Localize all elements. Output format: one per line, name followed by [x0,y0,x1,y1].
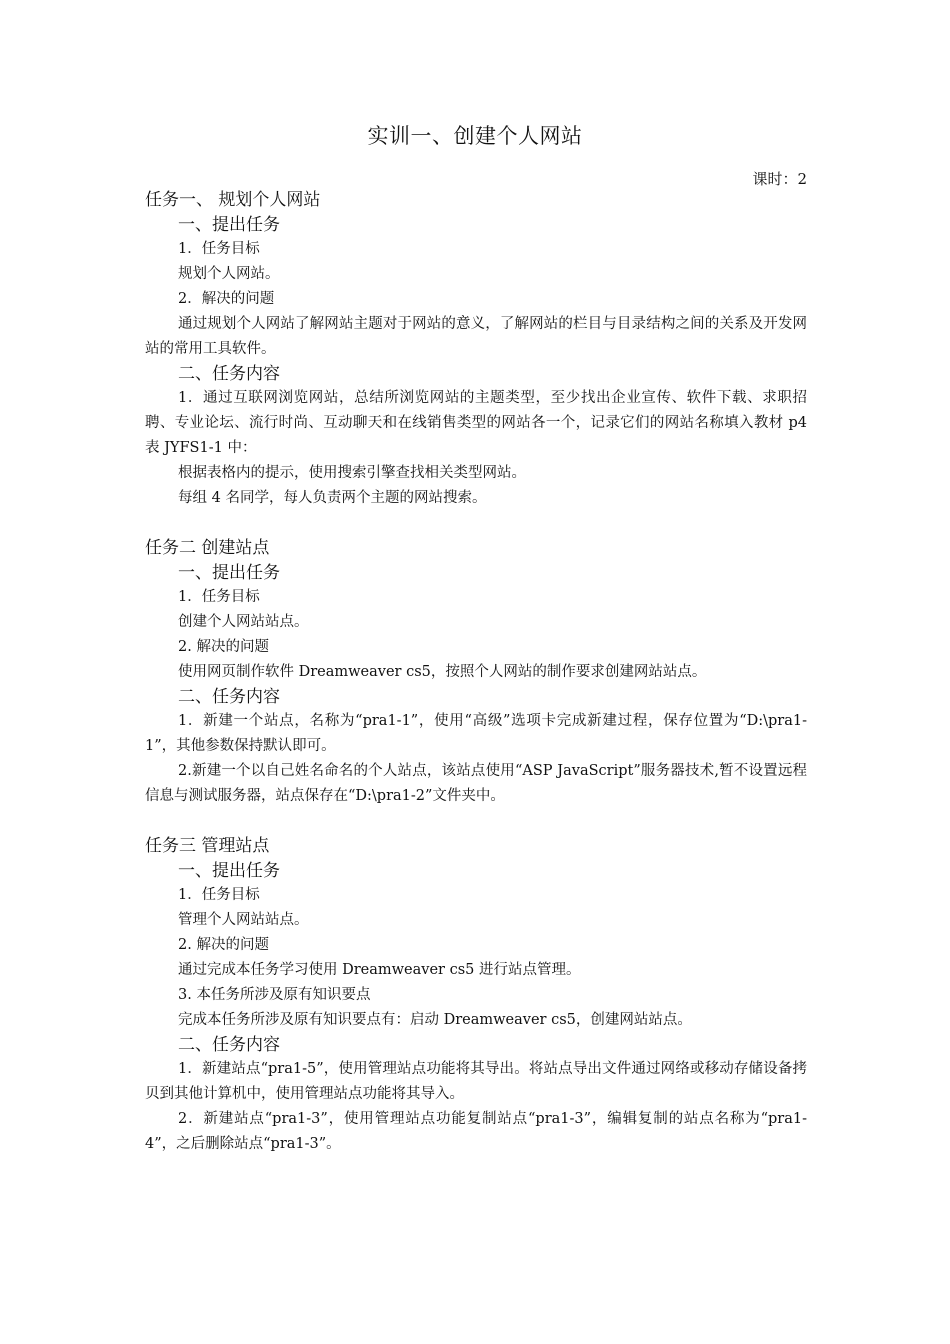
task-2-section [145,535,807,809]
task-2-content-item-2: 2.新建一个以自己姓名命名的个人站点，该站点使用“ASP JavaScript”服务器技术,暂不设置远程信息与测试服务器，站点保存在“D:\pra1-2”文件夹中。 [145,763,807,804]
task-3-knowledge-label: 3. 本任务所涉及原有知识要点 [178,987,371,1003]
task-1-goal-label: 1．任务目标 [178,241,260,257]
task-3-problem-text: 通过完成本任务学习使用 Dreamweaver cs5 进行站点管理。 [178,962,581,978]
task-1-content-group: 每组 4 名同学，每人负责两个主题的网站搜索。 [178,490,487,506]
task-2-goal-label: 1．任务目标 [178,589,260,605]
document-body [145,187,807,1157]
task-3-content-item-2: 2．新建站点“pra1-3”，使用管理站点功能复制站点“pra1-3”，编辑复制的站点名称为“pra1-4”，之后删除站点“pra1-3”。 [145,1111,807,1152]
task-2-content-item-1: 1．新建一个站点，名称为“pra1-1”，使用“高级”选项卡完成新建过程，保存位置为“D:\pra1-1”，其他参数保持默认即可。 [145,713,807,754]
task-3-problem-label: 2. 解决的问题 [178,937,269,953]
task-3-propose-heading: 一、提出任务 [178,861,280,881]
task-1-content-item-1: 1．通过互联网浏览网站，总结所浏览网站的主题类型，至少找出企业宣传、软件下载、求职招聘、专业论坛、流行时尚、互动聊天和在线销售类型的网站各一个，记录它们的网站名称填入教材 p4 表 JYFS1-1 中： [145,390,807,456]
task-3-content-heading: 二、任务内容 [178,1035,280,1055]
task-3-heading: 任务三 管理站点 [145,836,270,856]
task-1-propose-heading: 一、提出任务 [178,215,280,235]
task-2-heading: 任务二 创建站点 [145,538,270,558]
task-1-content-heading: 二、任务内容 [178,364,280,384]
task-3-goal-label: 1．任务目标 [178,887,260,903]
task-1-content-hint: 根据表格内的提示，使用搜索引擎查找相关类型网站。 [178,465,526,481]
task-2-problem-text: 使用网页制作软件 Dreamweaver cs5，按照个人网站的制作要求创建网站站点。 [178,664,707,680]
task-2-propose-heading: 一、提出任务 [178,563,280,583]
task-1-section [145,187,807,511]
task-1-problem-text: 通过规划个人网站了解网站主题对于网站的意义，了解网站的栏目与目录结构之间的关系及开发网站的常用工具软件。 [145,316,807,357]
task-3-knowledge-text: 完成本任务所涉及原有知识要点有：启动 Dreamweaver cs5，创建网站站点。 [178,1012,692,1028]
task-3-goal-text: 管理个人网站站点。 [178,912,309,928]
task-2-content-heading: 二、任务内容 [178,687,280,707]
class-hours: 课时：2 [752,170,807,188]
task-1-heading: 任务一、 规划个人网站 [145,190,321,210]
task-3-section [145,833,807,1157]
document-title: 实训一、创建个人网站 [367,124,583,148]
task-1-goal-text: 规划个人网站。 [178,266,280,282]
task-2-goal-text: 创建个人网站站点。 [178,614,309,630]
task-1-problem-label: 2．解决的问题 [178,291,275,307]
task-2-problem-label: 2. 解决的问题 [178,639,269,655]
task-3-content-item-1: 1．新建站点“pra1-5”，使用管理站点功能将其导出。将站点导出文件通过网络或移动存储设备拷贝到其他计算机中，使用管理站点功能将其导入。 [145,1061,807,1102]
